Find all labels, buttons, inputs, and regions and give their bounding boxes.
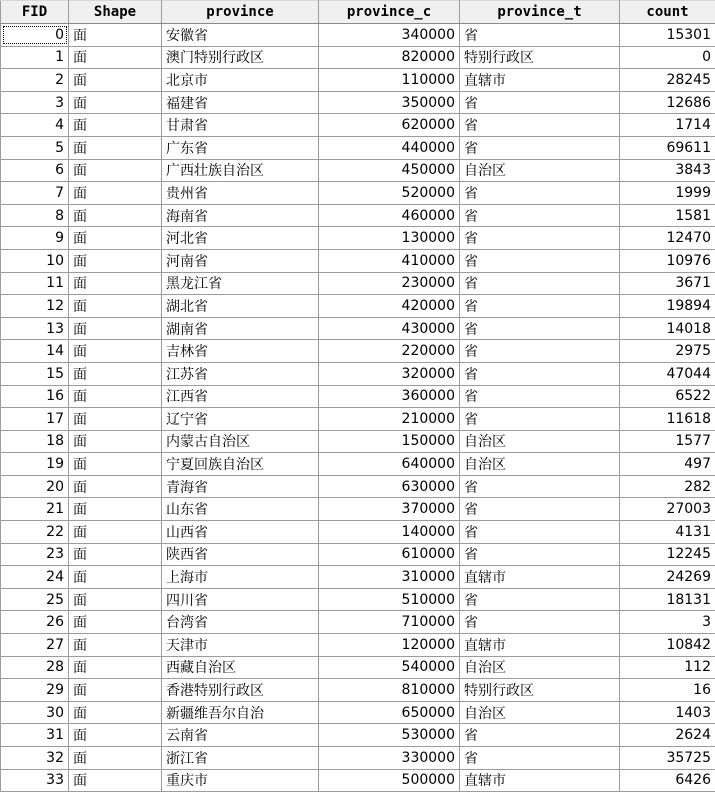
cell-count[interactable]: 112 bbox=[620, 656, 715, 679]
cell-province-c[interactable]: 500000 bbox=[319, 769, 460, 792]
cell-province-t[interactable]: 省 bbox=[460, 747, 620, 770]
table-row[interactable] bbox=[1, 408, 715, 431]
cell-count[interactable]: 2975 bbox=[620, 340, 715, 363]
cell-province[interactable]: 贵州省 bbox=[162, 182, 319, 205]
table-row[interactable] bbox=[1, 747, 715, 770]
cell-fid[interactable]: 5 bbox=[1, 136, 69, 159]
cell-province-c[interactable]: 210000 bbox=[319, 408, 460, 431]
cell-province-t[interactable]: 省 bbox=[460, 295, 620, 318]
cell-count[interactable]: 3843 bbox=[620, 159, 715, 182]
cell-province[interactable]: 湖南省 bbox=[162, 317, 319, 340]
cell-shape[interactable]: 面 bbox=[69, 136, 162, 159]
cell-count[interactable]: 0 bbox=[620, 46, 715, 69]
cell-shape[interactable]: 面 bbox=[69, 588, 162, 611]
table-row[interactable] bbox=[1, 272, 715, 295]
cell-province[interactable]: 香港特别行政区 bbox=[162, 679, 319, 702]
cell-province[interactable]: 内蒙古自治区 bbox=[162, 430, 319, 453]
cell-province[interactable]: 辽宁省 bbox=[162, 408, 319, 431]
cell-count[interactable]: 1714 bbox=[620, 114, 715, 137]
cell-province-t[interactable]: 省 bbox=[460, 340, 620, 363]
cell-count[interactable]: 69611 bbox=[620, 136, 715, 159]
cell-fid[interactable]: 33 bbox=[1, 769, 69, 792]
cell-province-c[interactable]: 530000 bbox=[319, 724, 460, 747]
cell-province[interactable]: 浙江省 bbox=[162, 747, 319, 770]
cell-shape[interactable]: 面 bbox=[69, 724, 162, 747]
cell-province-c[interactable]: 330000 bbox=[319, 747, 460, 770]
column-header-shape[interactable]: Shape bbox=[69, 1, 162, 24]
column-header-count[interactable]: count bbox=[620, 1, 715, 24]
table-row[interactable] bbox=[1, 679, 715, 702]
cell-province[interactable]: 青海省 bbox=[162, 475, 319, 498]
cell-fid[interactable]: 9 bbox=[1, 227, 69, 250]
cell-count[interactable]: 1999 bbox=[620, 182, 715, 205]
cell-count[interactable]: 16 bbox=[620, 679, 715, 702]
cell-province-t[interactable]: 省 bbox=[460, 249, 620, 272]
cell-count[interactable]: 14018 bbox=[620, 317, 715, 340]
cell-province[interactable]: 山东省 bbox=[162, 498, 319, 521]
cell-province-c[interactable]: 640000 bbox=[319, 453, 460, 476]
cell-province-t[interactable]: 直辖市 bbox=[460, 769, 620, 792]
cell-province[interactable]: 新疆维吾尔自治 bbox=[162, 701, 319, 724]
table-row[interactable] bbox=[1, 498, 715, 521]
cell-province-t[interactable]: 省 bbox=[460, 408, 620, 431]
cell-province[interactable]: 重庆市 bbox=[162, 769, 319, 792]
cell-province-t[interactable]: 省 bbox=[460, 588, 620, 611]
cell-province-t[interactable]: 直辖市 bbox=[460, 69, 620, 92]
cell-province-c[interactable]: 430000 bbox=[319, 317, 460, 340]
table-body bbox=[1, 24, 715, 792]
cell-fid[interactable]: 17 bbox=[1, 408, 69, 431]
cell-province-c[interactable]: 230000 bbox=[319, 272, 460, 295]
cell-shape[interactable]: 面 bbox=[69, 182, 162, 205]
table-row[interactable] bbox=[1, 634, 715, 657]
cell-fid[interactable]: 30 bbox=[1, 701, 69, 724]
cell-shape[interactable]: 面 bbox=[69, 475, 162, 498]
cell-province-c[interactable]: 320000 bbox=[319, 362, 460, 385]
cell-shape[interactable]: 面 bbox=[69, 747, 162, 770]
cell-shape[interactable]: 面 bbox=[69, 340, 162, 363]
cell-fid[interactable]: 4 bbox=[1, 114, 69, 137]
cell-province-t[interactable]: 直辖市 bbox=[460, 634, 620, 657]
cell-fid[interactable]: 20 bbox=[1, 475, 69, 498]
cell-shape[interactable]: 面 bbox=[69, 408, 162, 431]
cell-province-t[interactable]: 省 bbox=[460, 204, 620, 227]
cell-province-c[interactable]: 350000 bbox=[319, 91, 460, 114]
cell-province[interactable]: 山西省 bbox=[162, 521, 319, 544]
cell-province-c[interactable]: 610000 bbox=[319, 543, 460, 566]
cell-shape[interactable]: 面 bbox=[69, 24, 162, 47]
table-row[interactable] bbox=[1, 340, 715, 363]
cell-province-t[interactable]: 省 bbox=[460, 182, 620, 205]
cell-shape[interactable]: 面 bbox=[69, 453, 162, 476]
table-row[interactable] bbox=[1, 362, 715, 385]
cell-fid[interactable]: 0 bbox=[1, 24, 69, 47]
cell-province[interactable]: 广东省 bbox=[162, 136, 319, 159]
cell-province-t[interactable]: 特别行政区 bbox=[460, 46, 620, 69]
cell-count[interactable]: 18131 bbox=[620, 588, 715, 611]
cell-province-t[interactable]: 省 bbox=[460, 611, 620, 634]
cell-count[interactable]: 12470 bbox=[620, 227, 715, 250]
table-row[interactable] bbox=[1, 159, 715, 182]
table-row[interactable] bbox=[1, 24, 715, 47]
cell-shape[interactable]: 面 bbox=[69, 498, 162, 521]
cell-province[interactable]: 宁夏回族自治区 bbox=[162, 453, 319, 476]
cell-shape[interactable]: 面 bbox=[69, 385, 162, 408]
cell-count[interactable]: 2624 bbox=[620, 724, 715, 747]
cell-fid[interactable]: 10 bbox=[1, 249, 69, 272]
cell-province[interactable]: 陕西省 bbox=[162, 543, 319, 566]
cell-fid[interactable]: 12 bbox=[1, 295, 69, 318]
cell-count[interactable]: 6522 bbox=[620, 385, 715, 408]
cell-fid[interactable]: 18 bbox=[1, 430, 69, 453]
cell-shape[interactable]: 面 bbox=[69, 227, 162, 250]
cell-province[interactable]: 西藏自治区 bbox=[162, 656, 319, 679]
cell-province[interactable]: 北京市 bbox=[162, 69, 319, 92]
cell-shape[interactable]: 面 bbox=[69, 362, 162, 385]
table-row[interactable] bbox=[1, 769, 715, 792]
cell-count[interactable]: 497 bbox=[620, 453, 715, 476]
cell-province-t[interactable]: 自治区 bbox=[460, 430, 620, 453]
cell-fid[interactable]: 28 bbox=[1, 656, 69, 679]
table-row[interactable] bbox=[1, 656, 715, 679]
cell-province[interactable]: 河南省 bbox=[162, 249, 319, 272]
cell-province[interactable]: 海南省 bbox=[162, 204, 319, 227]
cell-province-t[interactable]: 省 bbox=[460, 362, 620, 385]
cell-count[interactable]: 3671 bbox=[620, 272, 715, 295]
cell-count[interactable]: 10976 bbox=[620, 249, 715, 272]
cell-province-c[interactable]: 710000 bbox=[319, 611, 460, 634]
cell-province[interactable]: 广西壮族自治区 bbox=[162, 159, 319, 182]
column-header-fid[interactable]: FID bbox=[1, 1, 69, 24]
cell-fid[interactable]: 1 bbox=[1, 46, 69, 69]
cell-shape[interactable]: 面 bbox=[69, 46, 162, 69]
cell-shape[interactable]: 面 bbox=[69, 634, 162, 657]
cell-count[interactable]: 12245 bbox=[620, 543, 715, 566]
cell-fid[interactable]: 25 bbox=[1, 588, 69, 611]
cell-province-c[interactable]: 340000 bbox=[319, 24, 460, 47]
cell-fid[interactable]: 27 bbox=[1, 634, 69, 657]
table-row[interactable] bbox=[1, 317, 715, 340]
cell-province[interactable]: 湖北省 bbox=[162, 295, 319, 318]
cell-province[interactable]: 甘肃省 bbox=[162, 114, 319, 137]
cell-province[interactable]: 安徽省 bbox=[162, 24, 319, 47]
table-header bbox=[1, 1, 715, 24]
cell-shape[interactable]: 面 bbox=[69, 769, 162, 792]
cell-count[interactable]: 4131 bbox=[620, 521, 715, 544]
header-row bbox=[1, 1, 715, 24]
cell-count[interactable]: 11618 bbox=[620, 408, 715, 431]
cell-shape[interactable]: 面 bbox=[69, 317, 162, 340]
table-row[interactable] bbox=[1, 543, 715, 566]
table-row[interactable] bbox=[1, 227, 715, 250]
cell-province-c[interactable]: 310000 bbox=[319, 566, 460, 589]
cell-province[interactable]: 黑龙江省 bbox=[162, 272, 319, 295]
cell-shape[interactable]: 面 bbox=[69, 656, 162, 679]
table-row[interactable] bbox=[1, 566, 715, 589]
cell-fid[interactable]: 23 bbox=[1, 543, 69, 566]
table-row[interactable] bbox=[1, 249, 715, 272]
cell-shape[interactable]: 面 bbox=[69, 430, 162, 453]
cell-count[interactable]: 10842 bbox=[620, 634, 715, 657]
cell-province-t[interactable]: 省 bbox=[460, 24, 620, 47]
cell-province-t[interactable]: 省 bbox=[460, 724, 620, 747]
cell-province[interactable]: 河北省 bbox=[162, 227, 319, 250]
cell-province-t[interactable]: 省 bbox=[460, 114, 620, 137]
cell-shape[interactable]: 面 bbox=[69, 204, 162, 227]
table-row[interactable] bbox=[1, 114, 715, 137]
table-row[interactable] bbox=[1, 295, 715, 318]
cell-province-c[interactable]: 630000 bbox=[319, 475, 460, 498]
cell-province[interactable]: 澳门特别行政区 bbox=[162, 46, 319, 69]
cell-fid[interactable]: 7 bbox=[1, 182, 69, 205]
cell-province-c[interactable]: 810000 bbox=[319, 679, 460, 702]
cell-fid[interactable]: 31 bbox=[1, 724, 69, 747]
cell-fid[interactable]: 19 bbox=[1, 453, 69, 476]
cell-province[interactable]: 江西省 bbox=[162, 385, 319, 408]
cell-fid[interactable]: 32 bbox=[1, 747, 69, 770]
cell-shape[interactable]: 面 bbox=[69, 521, 162, 544]
cell-province-t[interactable]: 省 bbox=[460, 521, 620, 544]
cell-count[interactable]: 1577 bbox=[620, 430, 715, 453]
cell-shape[interactable]: 面 bbox=[69, 69, 162, 92]
table-row[interactable] bbox=[1, 701, 715, 724]
cell-fid[interactable]: 26 bbox=[1, 611, 69, 634]
cell-province-c[interactable]: 370000 bbox=[319, 498, 460, 521]
cell-province[interactable]: 四川省 bbox=[162, 588, 319, 611]
cell-province-c[interactable]: 150000 bbox=[319, 430, 460, 453]
cell-count[interactable]: 1581 bbox=[620, 204, 715, 227]
cell-count[interactable]: 27003 bbox=[620, 498, 715, 521]
cell-shape[interactable]: 面 bbox=[69, 611, 162, 634]
cell-province-c[interactable]: 460000 bbox=[319, 204, 460, 227]
cell-shape[interactable]: 面 bbox=[69, 295, 162, 318]
cell-province-t[interactable]: 省 bbox=[460, 136, 620, 159]
cell-province-c[interactable]: 120000 bbox=[319, 634, 460, 657]
cell-province-c[interactable]: 450000 bbox=[319, 159, 460, 182]
cell-count[interactable]: 24269 bbox=[620, 566, 715, 589]
cell-province-c[interactable]: 130000 bbox=[319, 227, 460, 250]
cell-fid[interactable]: 29 bbox=[1, 679, 69, 702]
table-row[interactable] bbox=[1, 453, 715, 476]
cell-province-c[interactable]: 620000 bbox=[319, 114, 460, 137]
cell-count[interactable]: 1403 bbox=[620, 701, 715, 724]
table-row[interactable] bbox=[1, 475, 715, 498]
cell-province[interactable]: 江苏省 bbox=[162, 362, 319, 385]
cell-count[interactable]: 28245 bbox=[620, 69, 715, 92]
cell-province-t[interactable]: 直辖市 bbox=[460, 566, 620, 589]
cell-count[interactable]: 15301 bbox=[620, 24, 715, 47]
cell-shape[interactable]: 面 bbox=[69, 272, 162, 295]
cell-fid[interactable]: 16 bbox=[1, 385, 69, 408]
table-row[interactable] bbox=[1, 182, 715, 205]
cell-province-t[interactable]: 省 bbox=[460, 498, 620, 521]
cell-count[interactable]: 19894 bbox=[620, 295, 715, 318]
cell-province-t[interactable]: 省 bbox=[460, 91, 620, 114]
table-row[interactable] bbox=[1, 430, 715, 453]
cell-count[interactable]: 47044 bbox=[620, 362, 715, 385]
cell-province-t[interactable]: 自治区 bbox=[460, 701, 620, 724]
table-row[interactable] bbox=[1, 46, 715, 69]
cell-province-c[interactable]: 540000 bbox=[319, 656, 460, 679]
table-row[interactable] bbox=[1, 521, 715, 544]
cell-province-c[interactable]: 110000 bbox=[319, 69, 460, 92]
cell-province[interactable]: 上海市 bbox=[162, 566, 319, 589]
cell-fid[interactable]: 2 bbox=[1, 69, 69, 92]
cell-province-c[interactable]: 220000 bbox=[319, 340, 460, 363]
table-row[interactable] bbox=[1, 385, 715, 408]
column-header-province-c[interactable]: province_c bbox=[319, 1, 460, 24]
cell-province-t[interactable]: 省 bbox=[460, 227, 620, 250]
cell-shape[interactable]: 面 bbox=[69, 566, 162, 589]
cell-province[interactable]: 福建省 bbox=[162, 91, 319, 114]
cell-shape[interactable]: 面 bbox=[69, 543, 162, 566]
table-row[interactable] bbox=[1, 136, 715, 159]
cell-shape[interactable]: 面 bbox=[69, 159, 162, 182]
cell-province-c[interactable]: 420000 bbox=[319, 295, 460, 318]
table-row[interactable] bbox=[1, 69, 715, 92]
table-row[interactable] bbox=[1, 611, 715, 634]
cell-province-t[interactable]: 特别行政区 bbox=[460, 679, 620, 702]
cell-province-c[interactable]: 650000 bbox=[319, 701, 460, 724]
cell-shape[interactable]: 面 bbox=[69, 114, 162, 137]
cell-fid[interactable]: 15 bbox=[1, 362, 69, 385]
cell-shape[interactable]: 面 bbox=[69, 249, 162, 272]
cell-province-c[interactable]: 820000 bbox=[319, 46, 460, 69]
cell-province-c[interactable]: 360000 bbox=[319, 385, 460, 408]
cell-count[interactable]: 35725 bbox=[620, 747, 715, 770]
column-header-province[interactable]: province bbox=[162, 1, 319, 24]
cell-province-c[interactable]: 440000 bbox=[319, 136, 460, 159]
cell-count[interactable]: 12686 bbox=[620, 91, 715, 114]
table-row[interactable] bbox=[1, 724, 715, 747]
cell-province[interactable]: 台湾省 bbox=[162, 611, 319, 634]
cell-shape[interactable]: 面 bbox=[69, 91, 162, 114]
column-header-province-t[interactable]: province_t bbox=[460, 1, 620, 24]
cell-province-t[interactable]: 自治区 bbox=[460, 453, 620, 476]
cell-province-c[interactable]: 410000 bbox=[319, 249, 460, 272]
cell-shape[interactable]: 面 bbox=[69, 679, 162, 702]
cell-fid[interactable]: 14 bbox=[1, 340, 69, 363]
cell-fid[interactable]: 11 bbox=[1, 272, 69, 295]
cell-province-t[interactable]: 省 bbox=[460, 317, 620, 340]
cell-count[interactable]: 3 bbox=[620, 611, 715, 634]
cell-province-c[interactable]: 140000 bbox=[319, 521, 460, 544]
cell-fid[interactable]: 8 bbox=[1, 204, 69, 227]
cell-count[interactable]: 6426 bbox=[620, 769, 715, 792]
cell-fid[interactable]: 21 bbox=[1, 498, 69, 521]
cell-fid[interactable]: 3 bbox=[1, 91, 69, 114]
cell-fid[interactable]: 24 bbox=[1, 566, 69, 589]
cell-province[interactable]: 天津市 bbox=[162, 634, 319, 657]
cell-count[interactable]: 282 bbox=[620, 475, 715, 498]
cell-province-t[interactable]: 自治区 bbox=[460, 159, 620, 182]
cell-fid[interactable]: 6 bbox=[1, 159, 69, 182]
cell-province-t[interactable]: 自治区 bbox=[460, 656, 620, 679]
cell-shape[interactable]: 面 bbox=[69, 701, 162, 724]
cell-province-c[interactable]: 520000 bbox=[319, 182, 460, 205]
cell-province-t[interactable]: 省 bbox=[460, 272, 620, 295]
cell-province[interactable]: 吉林省 bbox=[162, 340, 319, 363]
cell-province-t[interactable]: 省 bbox=[460, 475, 620, 498]
table-row[interactable] bbox=[1, 91, 715, 114]
table-row[interactable] bbox=[1, 588, 715, 611]
cell-province-c[interactable]: 510000 bbox=[319, 588, 460, 611]
cell-province[interactable]: 云南省 bbox=[162, 724, 319, 747]
table-row[interactable] bbox=[1, 204, 715, 227]
cell-fid[interactable]: 22 bbox=[1, 521, 69, 544]
cell-province-t[interactable]: 省 bbox=[460, 543, 620, 566]
cell-province-t[interactable]: 省 bbox=[460, 385, 620, 408]
cell-fid[interactable]: 13 bbox=[1, 317, 69, 340]
